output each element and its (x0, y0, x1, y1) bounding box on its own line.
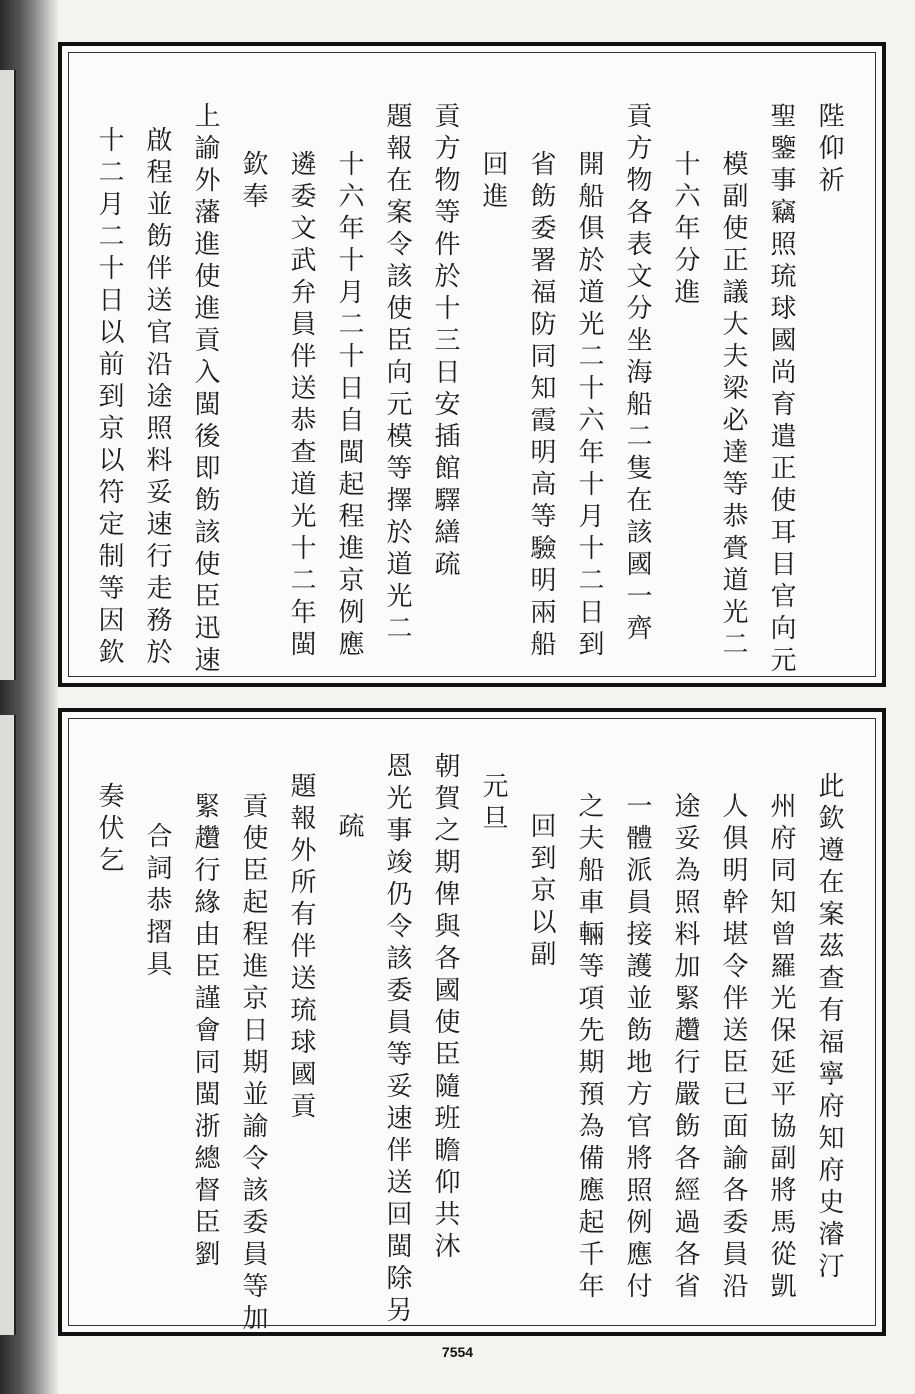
text-column: 十六年十月二十日自閩起程進京例應 (334, 150, 364, 662)
text-column: 陛仰祈 (814, 102, 844, 198)
text-column: 遴委文武弁員伴送恭查道光十二年閩 (286, 150, 316, 662)
text-column: 啟程並飭伴送官沿途照料妥速行走務於 (142, 126, 172, 670)
text-column: 題報在案令該使臣向元模等擇於道光二 (382, 102, 412, 646)
facing-page-edge-top (0, 70, 16, 680)
text-column: 朝賀之期俾與各國使臣隨班瞻仰共沐 (430, 752, 460, 1264)
text-column: 十六年分進 (670, 150, 700, 310)
text-column: 人俱明幹堪令伴送臣已面諭各委員沿 (718, 792, 748, 1304)
text-column: 緊趲行緣由臣謹會同閩浙總督臣劉 (190, 792, 220, 1272)
text-column: 貢方物等件於十三日安插館驛繕疏 (430, 102, 460, 582)
facing-page-edge-bottom (0, 715, 16, 1335)
text-column: 一體派員接護並飭地方官將照例應付 (622, 792, 652, 1304)
text-column: 省飭委署福防同知霞明高等驗明兩船 (526, 150, 556, 662)
text-column: 此欽遵在案茲查有福寧府知府史濬汀 (814, 772, 844, 1284)
top-manuscript-panel (58, 42, 886, 687)
text-column: 模副使正議大夫梁必達等恭賫道光二 (718, 150, 748, 662)
text-column: 元旦 (478, 772, 508, 836)
text-column: 貢使臣起程進京日期並諭令該委員等加 (238, 792, 268, 1336)
text-column: 恩光事竣仍令該委員等妥速伴送回閩除另 (382, 752, 412, 1328)
text-column: 回進 (478, 150, 508, 214)
text-column: 途妥為照料加緊趲行嚴飭各經過各省 (670, 792, 700, 1304)
text-column: 合詞恭摺具 (142, 822, 172, 982)
text-column: 疏 (334, 812, 364, 844)
text-column: 聖鑒事竊照琉球國尚育遣正使耳目官向元 (766, 102, 796, 678)
text-column: 欽奉 (238, 150, 268, 214)
bottom-manuscript-panel (58, 708, 886, 1336)
text-column: 題報外所有伴送琉球國貢 (286, 772, 316, 1124)
text-column: 上諭外藩進使進貢入閩後即飭該使臣迅速 (190, 102, 220, 678)
text-column: 之夫船車輛等項先期預為備應起千年 (574, 792, 604, 1304)
text-column: 回到京以副 (526, 812, 556, 972)
page-number: 7554 (441, 1344, 474, 1360)
text-column: 貢方物各表文分坐海船二隻在該國一齊 (622, 102, 652, 646)
text-column: 十二月二十日以前到京以符定制等因欽 (94, 126, 124, 670)
text-column: 開船俱於道光二十六年十月十二日到 (574, 150, 604, 662)
text-column: 州府同知曾羅光保延平協副將馬從凱 (766, 792, 796, 1304)
text-column: 奏伏乞 (94, 782, 124, 878)
